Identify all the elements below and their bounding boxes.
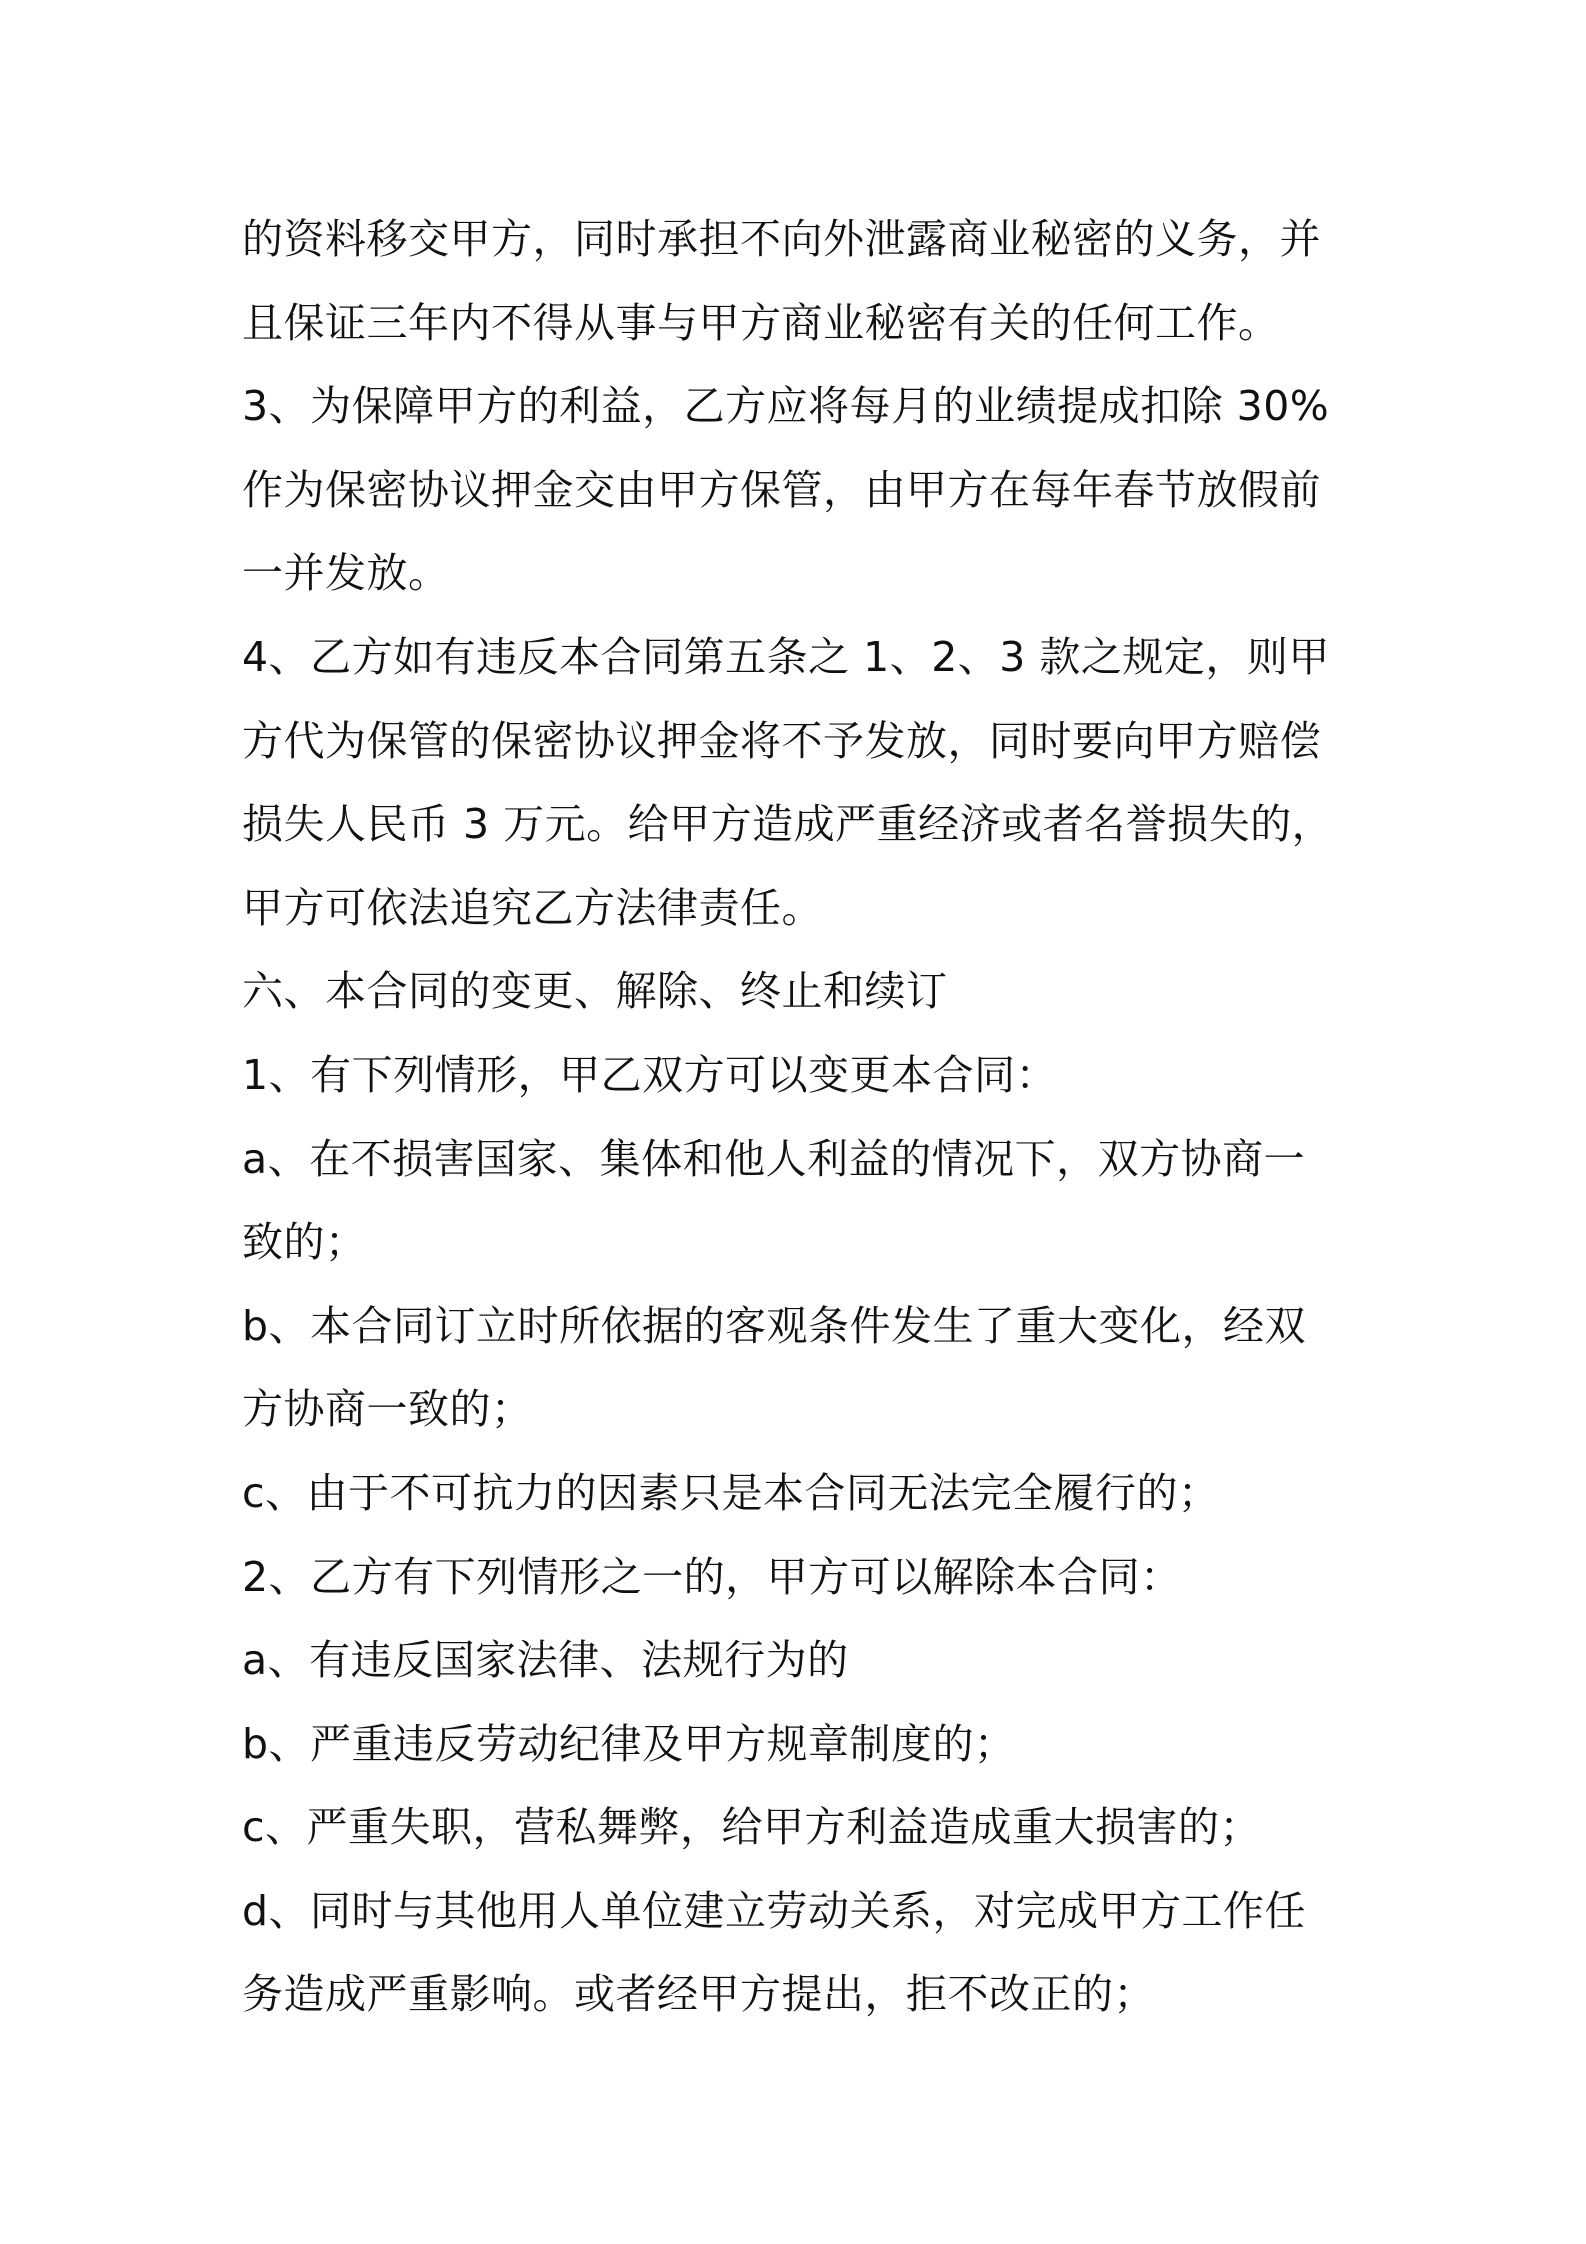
clause-5-3-line: 3、为保障甲方的利益，乙方应将每月的业绩提成扣除 30% [242,382,1330,431]
text-line: 方协商一致的； [242,1385,533,1434]
text-line: 务造成严重影响。或者经甲方提出，拒不改正的； [242,1970,1155,2019]
clause-5-4-line: 4、乙方如有违反本合同第五条之 1、2、3 款之规定，则甲 [242,632,1330,681]
item-b-line: b、本合同订立时所依据的客观条件发生了重大变化，经双 [242,1301,1307,1350]
item-c-line: c、严重失职，营私舞弊，给甲方利益造成重大损害的； [242,1803,1262,1852]
contract-text [242,198,1362,2037]
text-line: 致的； [242,1218,367,1267]
text-line: 一并发放。 [242,549,450,598]
section-6-heading: 六、本合同的变更、解除、终止和续订 [242,967,948,1016]
item-c-line: c、由于不可抗力的因素只是本合同无法完全履行的； [242,1468,1220,1517]
text-line: 且保证三年内不得从事与甲方商业秘密有关的任何工作。 [242,298,1280,347]
item-a-line: a、有违反国家法律、法规行为的 [242,1636,849,1685]
text-line: 损失人民币 3 万元。给甲方造成严重经济或者名誉损失的， [242,800,1334,849]
text-line: 作为保密协议押金交由甲方保管，由甲方在每年春节放假前 [242,465,1321,514]
item-a-line: a、在不损害国家、集体和他人利益的情况下，双方协商一 [242,1134,1306,1183]
clause-6-2-line: 2、乙方有下列情形之一的，甲方可以解除本合同： [242,1552,1182,1601]
text-line: 方代为保管的保密协议押金将不予发放，同时要向甲方赔偿 [242,716,1321,765]
item-b-line: b、严重违反劳动纪律及甲方规章制度的； [242,1719,1016,1768]
text-line: 甲方可依法追究乙方法律责任。 [242,883,823,932]
clause-6-1-line: 1、有下列情形，甲乙双方可以变更本合同： [242,1050,1058,1099]
item-d-line: d、同时与其他用人单位建立劳动关系，对完成甲方工作任 [242,1886,1307,1935]
text-line: 的资料移交甲方，同时承担不向外泄露商业秘密的义务，并 [242,215,1321,263]
